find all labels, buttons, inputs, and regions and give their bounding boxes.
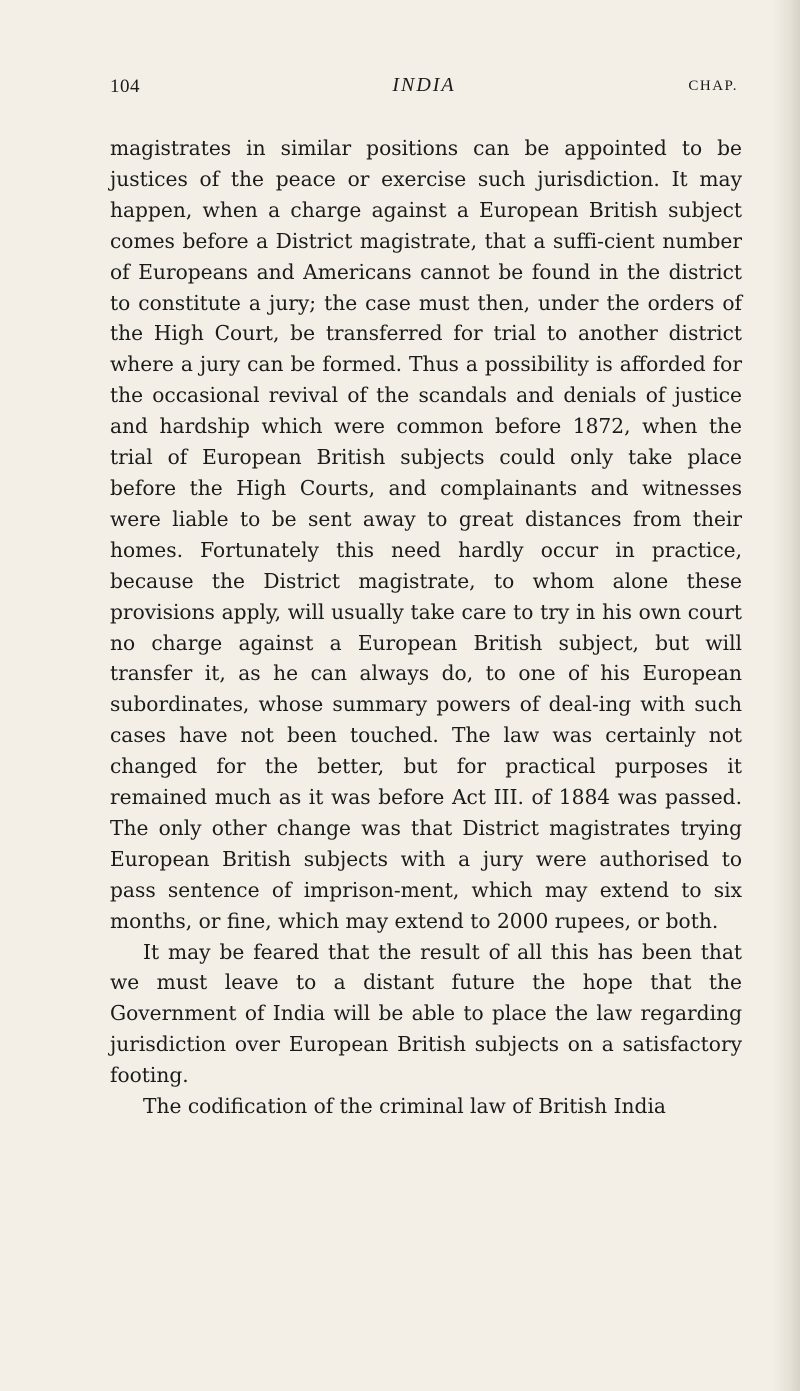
- running-head: [110, 72, 738, 102]
- paragraph-2: It may be feared that the result of all this has been that we must leave to a distant future the hope that the Government of India will be able to place the law regarding jurisdiction over European British subjects on a satisfactory footing.: [110, 939, 742, 1088]
- page-number: 104: [110, 76, 140, 97]
- running-title: INDIA: [392, 74, 456, 96]
- body-text: [110, 133, 742, 1122]
- chapter-label: CHAP.: [688, 78, 738, 94]
- paragraph-3: The codification of the criminal law of British India: [143, 1094, 666, 1119]
- paragraph-1: magistrates in similar positions can be appointed to be justices of the peace or exercise such jurisdiction. It may happen, when a charge against a European British subject comes before a District magistrate, that a suffi-cient number of Europeans and Americans cannot be found in the district to constitute a jury; the case must then, under the orders of the High Court, be transferred for trial to another district where a jury can be formed. Thus a possibility is afforded for the occasional revival of the scandals and denials of justice and hardship which were common before 1872, when the trial of European British subjects could only take place before the High Courts, and complainants and witnesses were liable to be sent away to great distances from their homes. Fortunately this need hardly occur in practice, because the District magistrate, to whom alone these provisions apply, will usually take care to try in his own court no charge against a European British subject, but will transfer it, as he can always do, to one of his European subordinates, whose summary powers of deal-ing with such cases have not been touched. The law was certainly not changed for the better, but for practical purposes it remained much as it was before Act III. of 1884 was passed. The only other change was that District magistrates trying European British subjects with a jury were authorised to pass sentence of imprison-ment, which may extend to six months, or fine, which may extend to 2000 rupees, or both.: [110, 136, 742, 933]
